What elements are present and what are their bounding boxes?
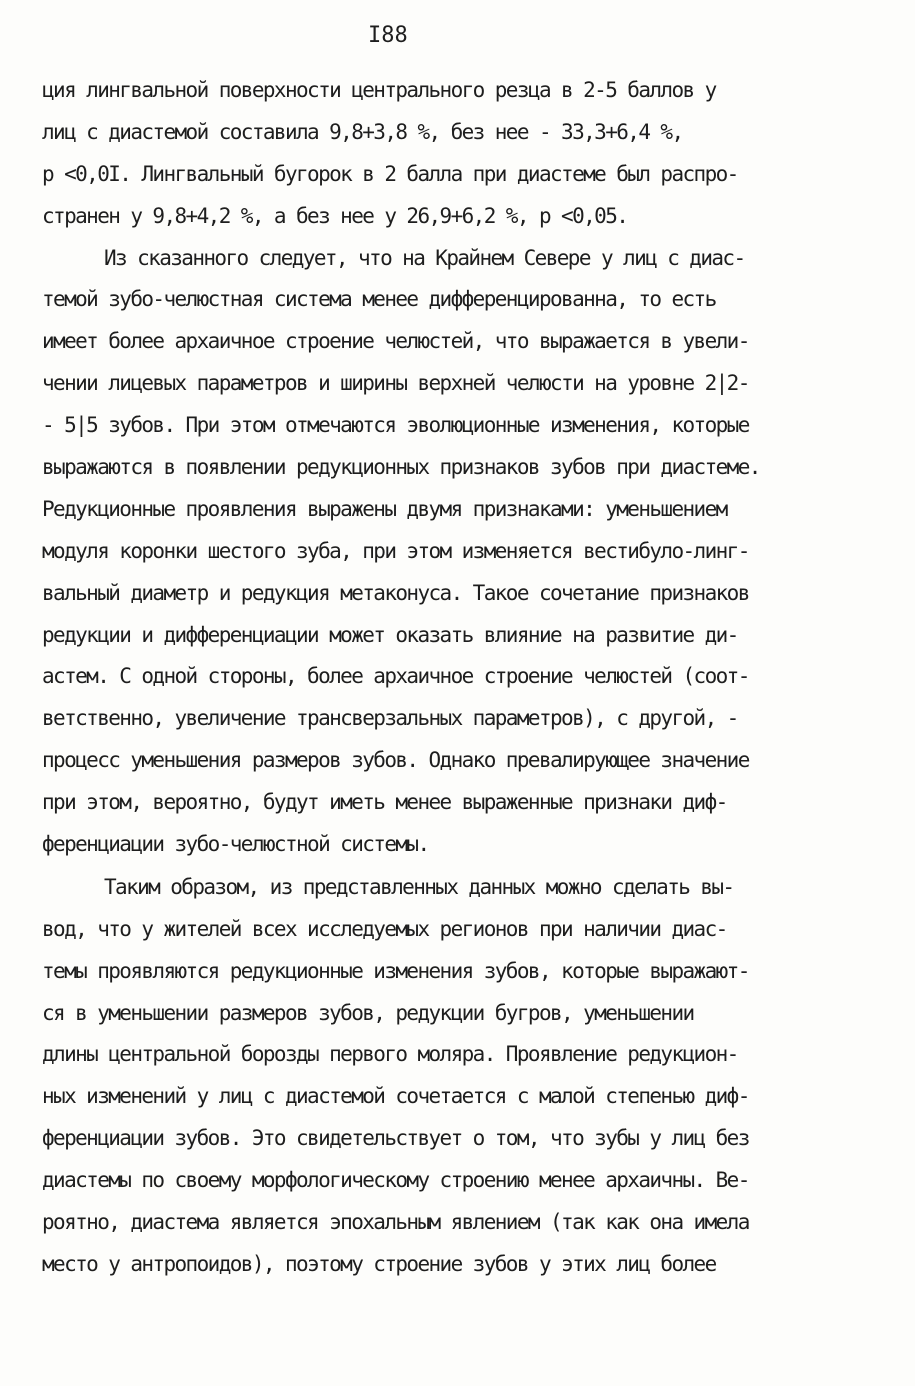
text-line: Из сказанного следует, что на Крайнем Севере у лиц с диас-: [104, 245, 745, 270]
text-line: астем. С одной стороны, более архаичное строение челюстей (соот-: [42, 664, 749, 689]
paragraph-2: [42, 238, 877, 866]
text-line: Редукционные проявления выражены двумя признаками: уменьшением: [42, 496, 727, 521]
document-body: [42, 70, 877, 1286]
text-line: длины центральной борозды первого моляра. Проявление редукцион-: [42, 1042, 738, 1067]
text-line: ветственно, увеличение трансверзальных параметров), с другой, -: [42, 706, 738, 731]
text-line: темой зубо-челюстная система менее дифференцированна, то есть: [42, 287, 716, 312]
text-line: чении лицевых параметров и ширины верхней челюсти на уровне 2|2-: [42, 371, 749, 396]
text-line: процесс уменьшения размеров зубов. Однако превалирующее значение: [42, 748, 749, 773]
text-line: диастемы по своему морфологическому строению менее архаичны. Ве-: [42, 1168, 749, 1193]
text-line: при этом, вероятно, будут иметь менее выраженные признаки диф-: [42, 790, 727, 815]
text-line: лиц с диастемой составила 9,8+3,8 %, без нее - 33,3+6,4 %,: [42, 119, 683, 144]
text-line: вальный диаметр и редукция метаконуса. Такое сочетание признаков: [42, 580, 749, 605]
text-line: ференциации зубов. Это свидетельствует о том, что зубы у лиц без: [42, 1126, 749, 1151]
paragraph-1: [42, 70, 877, 238]
text-line: ференциации зубо-челюстной системы.: [42, 832, 429, 857]
text-line: ция лингвальной поверхности центрального резца в 2-5 баллов у: [42, 78, 716, 102]
text-line: место у антропоидов), поэтому строение зубов у этих лиц более: [42, 1251, 716, 1276]
page-number: I88: [368, 23, 408, 48]
text-line: вод, что у жителей всех исследуемых регионов при наличии диас-: [42, 916, 727, 941]
text-line: модуля коронки шестого зуба, при этом изменяется вестибуло-линг-: [42, 538, 749, 563]
text-line: ных изменений у лиц с диастемой сочетается с малой степенью диф-: [42, 1084, 749, 1109]
text-line: р <0,0I. Лингвальный бугорок в 2 балла при диастеме был распро-: [42, 161, 738, 186]
text-line: - 5|5 зубов. При этом отмечаются эволюционные изменения, которые: [42, 413, 749, 438]
text-line: странен у 9,8+4,2 %, а без нее у 26,9+6,2 %, р <0,05.: [42, 203, 628, 228]
text-line: ся в уменьшении размеров зубов, редукции бугров, уменьшении: [42, 1000, 694, 1025]
text-line: темы проявляются редукционные изменения зубов, которые выражают-: [42, 958, 749, 983]
paragraph-3: [42, 867, 877, 1286]
text-line: редукции и дифференциации может оказать влияние на развитие ди-: [42, 622, 738, 647]
text-line: выражаются в появлении редукционных признаков зубов при диастеме.: [42, 455, 760, 480]
text-line: имеет более архаичное строение челюстей, что выражается в увели-: [42, 329, 749, 354]
text-line: роятно, диастема является эпохальным явлением (так как она имела: [42, 1210, 749, 1235]
text-line: Таким образом, из представленных данных можно сделать вы-: [104, 874, 734, 899]
